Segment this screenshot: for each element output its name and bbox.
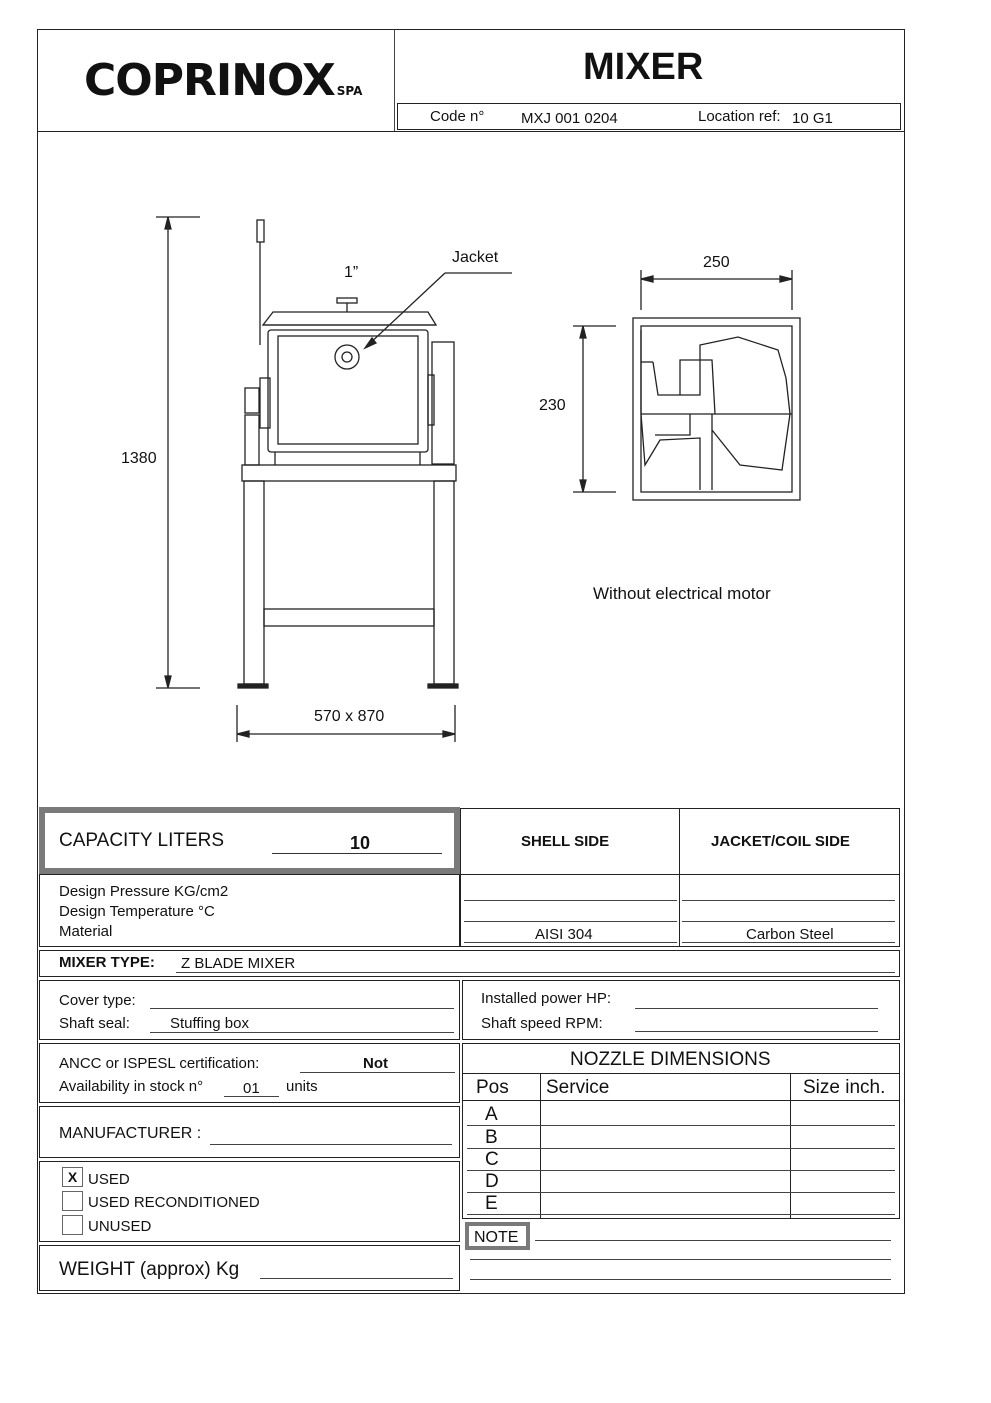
shell-side-header: SHELL SIDE [521, 833, 610, 850]
nozzle-row-rule [467, 1125, 895, 1126]
nozzle-col-pos: Pos [476, 1077, 509, 1098]
used-label: USED [88, 1171, 130, 1188]
note-line [470, 1279, 891, 1280]
stock-units: units [286, 1078, 318, 1095]
material-label: Material [59, 923, 113, 940]
weight-line [260, 1278, 453, 1279]
reconditioned-label: USED RECONDITIONED [88, 1194, 260, 1211]
jacket-material-value: Carbon Steel [746, 926, 834, 943]
height-dimension: 1380 [121, 450, 157, 467]
nozzle-row-rule [467, 1170, 895, 1171]
used-checkbox[interactable]: X [62, 1167, 83, 1187]
certification-label: ANCC or ISPESL certification: [59, 1055, 260, 1072]
shaft-speed-line [635, 1031, 878, 1032]
cover-type-label: Cover type: [59, 992, 136, 1009]
capacity-label: CAPACITY LITERS [59, 830, 225, 851]
nozzle-row-rule [467, 1148, 895, 1149]
installed-power-line [635, 1008, 878, 1009]
top-width-dimension: 250 [703, 254, 730, 271]
jacket-pressure-line [682, 900, 895, 901]
reconditioned-checkbox[interactable] [62, 1191, 83, 1211]
shaft-seal-value: Stuffing box [170, 1015, 249, 1032]
location-value: 10 G1 [792, 110, 833, 127]
shell-material-value: AISI 304 [535, 926, 593, 943]
jacket-label: Jacket [452, 249, 499, 266]
shell-temperature-line [464, 921, 677, 922]
company-logo: COPRINOX SPA [84, 55, 363, 106]
cover-type-line [150, 1008, 454, 1009]
nozzle-col-divider-1 [540, 1073, 541, 1219]
mixer-type-line [176, 972, 895, 973]
mixer-type-label: MIXER TYPE: [59, 954, 155, 971]
nozzle-pos-e: E [485, 1193, 498, 1214]
mixer-type-value: Z BLADE MIXER [181, 955, 296, 972]
unused-checkbox[interactable] [62, 1215, 83, 1235]
jacket-temperature-line [682, 921, 895, 922]
nozzle-pos-a: A [485, 1104, 498, 1125]
sides-table [460, 808, 900, 947]
top-height-dimension: 230 [539, 397, 566, 414]
manufacturer-label: MANUFACTURER : [59, 1125, 202, 1142]
unused-label: UNUSED [88, 1218, 152, 1235]
inlet-size-label: 1” [344, 264, 359, 281]
jacket-side-header: JACKET/COIL SIDE [711, 833, 850, 850]
shaft-seal-label: Shaft seal: [59, 1015, 130, 1032]
location-label: Location ref: [698, 108, 781, 125]
base-dimension: 570 x 870 [314, 708, 385, 725]
code-label: Code n° [430, 108, 485, 125]
nozzle-pos-c: C [485, 1149, 499, 1170]
sides-divider [679, 808, 680, 947]
shaft-speed-label: Shaft speed RPM: [481, 1015, 603, 1032]
design-temperature-label: Design Temperature °C [59, 903, 215, 920]
nozzle-col-service: Service [546, 1077, 610, 1098]
code-value: MXJ 001 0204 [521, 110, 618, 127]
stock-value: 01 [243, 1080, 260, 1097]
weight-label: WEIGHT (approx) Kg [59, 1259, 240, 1280]
manufacturer-line [210, 1144, 452, 1145]
nozzle-row-rule [467, 1214, 895, 1215]
nozzle-title: NOZZLE DIMENSIONS [570, 1049, 771, 1070]
motor-note: Without electrical motor [593, 584, 771, 603]
stock-label: Availability in stock n° [59, 1078, 204, 1095]
nozzle-title-rule [462, 1073, 900, 1074]
nozzle-pos-b: B [485, 1127, 498, 1148]
certification-line [300, 1072, 455, 1073]
shell-pressure-line [464, 900, 677, 901]
certification-value: Not [363, 1055, 388, 1072]
capacity-value: 10 [350, 833, 371, 853]
page-title: MIXER [583, 46, 704, 88]
nozzle-row-rule [467, 1192, 895, 1193]
shaft-seal-line [150, 1032, 454, 1033]
nozzle-header-rule [462, 1100, 900, 1101]
sides-header-rule [460, 874, 900, 875]
note-line [470, 1259, 891, 1260]
installed-power-label: Installed power HP: [481, 990, 612, 1007]
nozzle-col-divider-2 [790, 1073, 791, 1219]
nozzle-col-size: Size inch. [803, 1077, 886, 1098]
design-pressure-label: Design Pressure KG/cm2 [59, 883, 229, 900]
note-line [535, 1240, 891, 1241]
nozzle-pos-d: D [485, 1171, 499, 1192]
note-label: NOTE [474, 1229, 519, 1246]
